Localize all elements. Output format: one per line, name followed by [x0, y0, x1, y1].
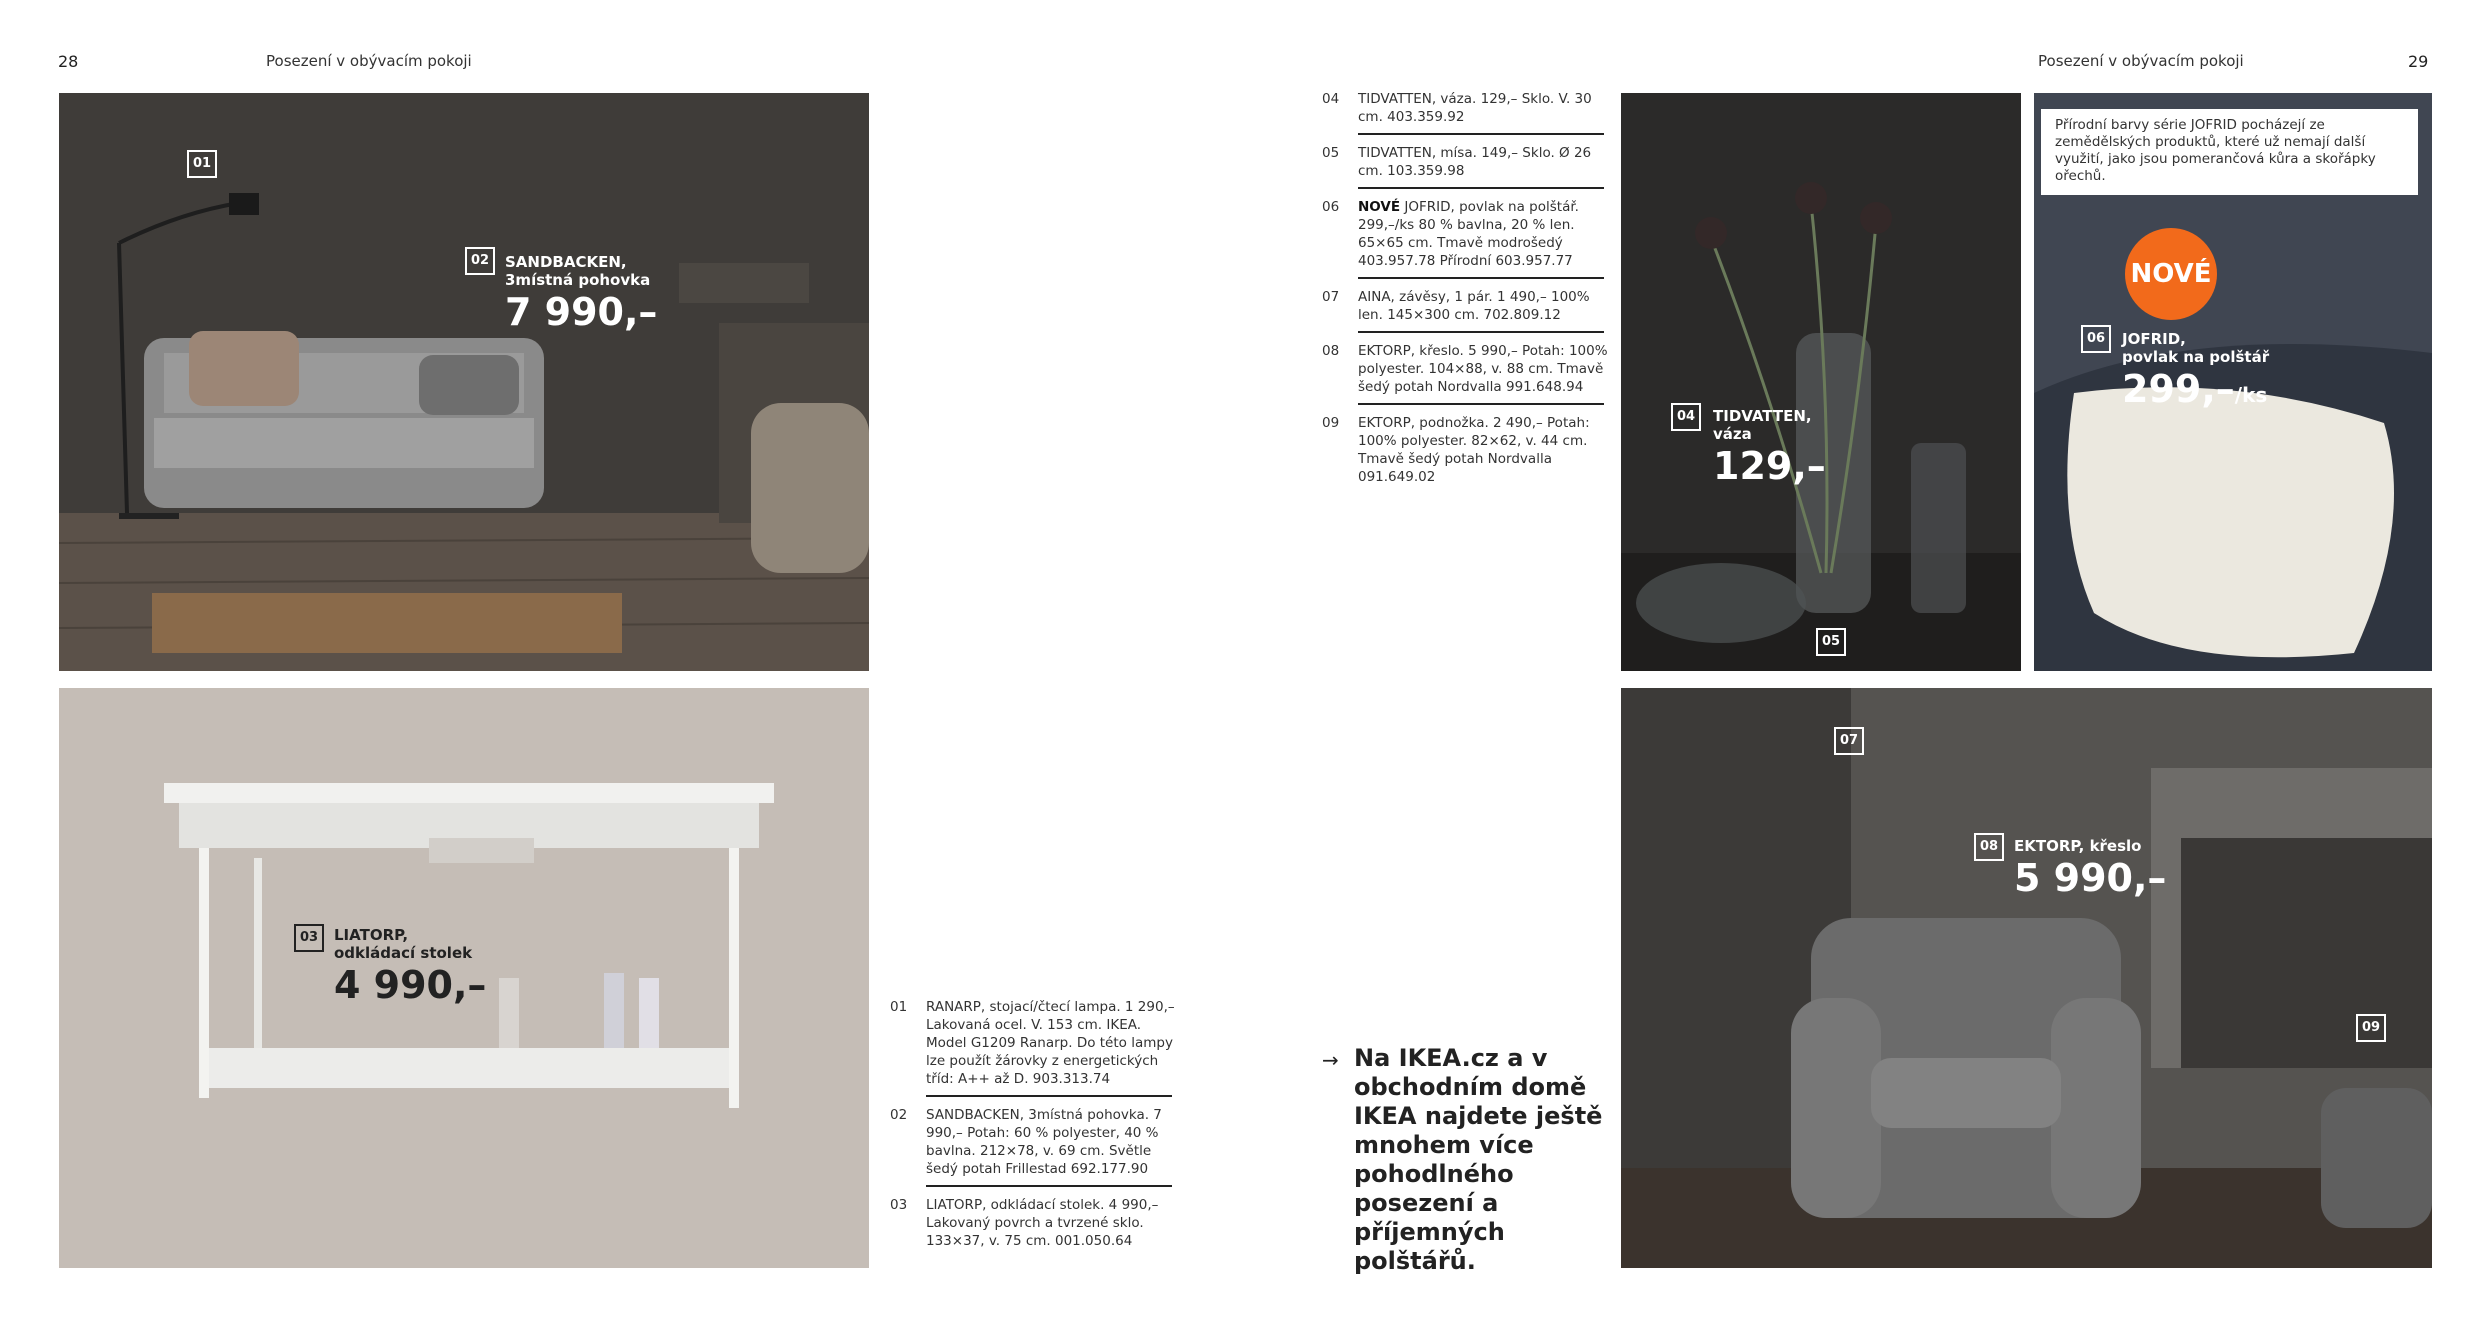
table-photo: [59, 688, 869, 1268]
callout-tag-09: 09: [2356, 1014, 2386, 1042]
armchair-photo: [1621, 688, 2432, 1268]
spec-item: [890, 1196, 1176, 1259]
spec-text: EKTORP, křeslo. 5 990,– Potah: 100% polyester. 104×88, v. 88 cm. Tmavě šedý potah Nordvalla 991.648.94: [1358, 343, 1608, 395]
callout-tag-05: 05: [1816, 628, 1846, 656]
spec-number: 07: [1322, 289, 1340, 305]
new-badge: NOVÉ: [2125, 228, 2217, 320]
liatorp-type: odkládací stolek: [334, 944, 473, 962]
spec-item: [1322, 414, 1608, 495]
spec-text: TIDVATTEN, mísa. 149,– Sklo. Ø 26 cm. 103.359.98: [1358, 145, 1592, 179]
spec-item: [1322, 198, 1608, 279]
spec-item: [1322, 342, 1608, 405]
spec-number: 05: [1322, 145, 1340, 161]
tidvatten-type: váza: [1713, 425, 1752, 443]
spec-number: 03: [890, 1197, 908, 1213]
jofrid-price-unit: /ks: [2234, 383, 2268, 407]
spec-text: EKTORP, podnožka. 2 490,– Potah: 100% polyester. 82×62, v. 44 cm. Tmavě šedý potah Nordvalla 091.649.02: [1358, 415, 1590, 485]
vase-photo: [1621, 93, 2021, 671]
page-header-left: Posezení v obývacím pokoji: [266, 52, 472, 70]
jofrid-name: JOFRID,: [2122, 330, 2186, 348]
sandbacken-price: 7 990,–: [505, 290, 658, 334]
callout-tag-06: 06: [2081, 325, 2111, 353]
jofrid-price: [2122, 368, 2269, 416]
tidvatten-price: 129,–: [1713, 444, 1826, 488]
liatorp-name: LIATORP,: [334, 926, 409, 944]
page-number-left: 28: [58, 52, 79, 71]
spec-list-left: [890, 998, 1176, 1268]
callout-tag-08: 08: [1974, 833, 2004, 861]
liatorp-label: [334, 926, 486, 1006]
spec-list-right: [1322, 90, 1608, 504]
callout-tag-07: 07: [1834, 727, 1864, 755]
page-header-right: Posezení v obývacím pokoji: [2038, 52, 2244, 70]
sandbacken-label: [505, 253, 657, 333]
spec-item: [890, 998, 1176, 1097]
tidvatten-label: [1713, 407, 1826, 487]
ektorp-label: [2014, 837, 2166, 899]
sofa-photo: [59, 93, 869, 671]
spec-number: 08: [1322, 343, 1340, 359]
sandbacken-type: 3místná pohovka: [505, 271, 651, 289]
spec-text: TIDVATTEN, váza. 129,– Sklo. V. 30 cm. 403.359.92: [1358, 91, 1592, 125]
ektorp-price: 5 990,–: [2014, 856, 2167, 900]
sandbacken-name: SANDBACKEN,: [505, 253, 627, 271]
spec-text: LIATORP, odkládací stolek. 4 990,– Lakovaný povrch a tvrzené sklo. 133×37, v. 75 cm. 001.050.64: [926, 1197, 1159, 1249]
spec-text: AINA, závěsy, 1 pár. 1 490,– 100% len. 145×300 cm. 702.809.12: [1358, 289, 1590, 323]
new-label: NOVÉ: [1358, 199, 1401, 215]
spec-item: [1322, 90, 1608, 135]
spec-number: 09: [1322, 415, 1340, 431]
arrow-right-icon: →: [1322, 1048, 1339, 1072]
ektorp-name: EKTORP, křeslo: [2014, 837, 2142, 855]
spec-number: 04: [1322, 91, 1340, 107]
promo-text: Na IKEA.cz a v obchodním domě IKEA najdete ještě mnohem více pohodlného posezení a příjemných polštářů.: [1354, 1044, 1603, 1275]
tidvatten-name: TIDVATTEN,: [1713, 407, 1812, 425]
liatorp-price: 4 990,–: [334, 963, 487, 1007]
callout-tag-02: 02: [465, 247, 495, 275]
jofrid-type: povlak na polštář: [2122, 348, 2270, 366]
spec-number: 02: [890, 1107, 908, 1123]
spec-text: SANDBACKEN, 3místná pohovka. 7 990,– Potah: 60 % polyester, 40 % bavlna. 212×78, v. 69 cm. Světle šedý potah Frillestad 692.177.90: [926, 1107, 1162, 1177]
spec-number: 01: [890, 999, 908, 1015]
jofrid-price-value: 299,–: [2122, 367, 2235, 411]
spec-text: RANARP, stojací/čtecí lampa. 1 290,– Lakovaná ocel. V. 153 cm. IKEA. Model G1209 Ranarp. Do této lampy lze použít žárovky z energetických tříd: A++ až D. 903.313.74: [926, 999, 1175, 1087]
callout-tag-03: 03: [294, 924, 324, 952]
spec-text-body: JOFRID, povlak na polštář. 299,–/ks 80 % bavlna, 20 % len. 65×65 cm. Tmavě modrošedý 403.957.78 Přírodní 603.957.77: [1358, 199, 1579, 269]
spec-number: 06: [1322, 199, 1340, 215]
spec-item: [1322, 288, 1608, 333]
page-number-right: 29: [2408, 52, 2429, 71]
callout-tag-01: 01: [187, 150, 217, 178]
promo-block: [1322, 1044, 1614, 1276]
jofrid-label: [2122, 330, 2269, 416]
callout-tag-04: 04: [1671, 403, 1701, 431]
spec-item: [890, 1106, 1176, 1187]
jofrid-note: Přírodní barvy série JOFRID pocházejí ze zemědělských produktů, které už nemají další využití, jako jsou pomerančová kůra a skořápky ořechů.: [2041, 109, 2418, 195]
spec-text: [1358, 198, 1608, 270]
spec-item: [1322, 144, 1608, 189]
